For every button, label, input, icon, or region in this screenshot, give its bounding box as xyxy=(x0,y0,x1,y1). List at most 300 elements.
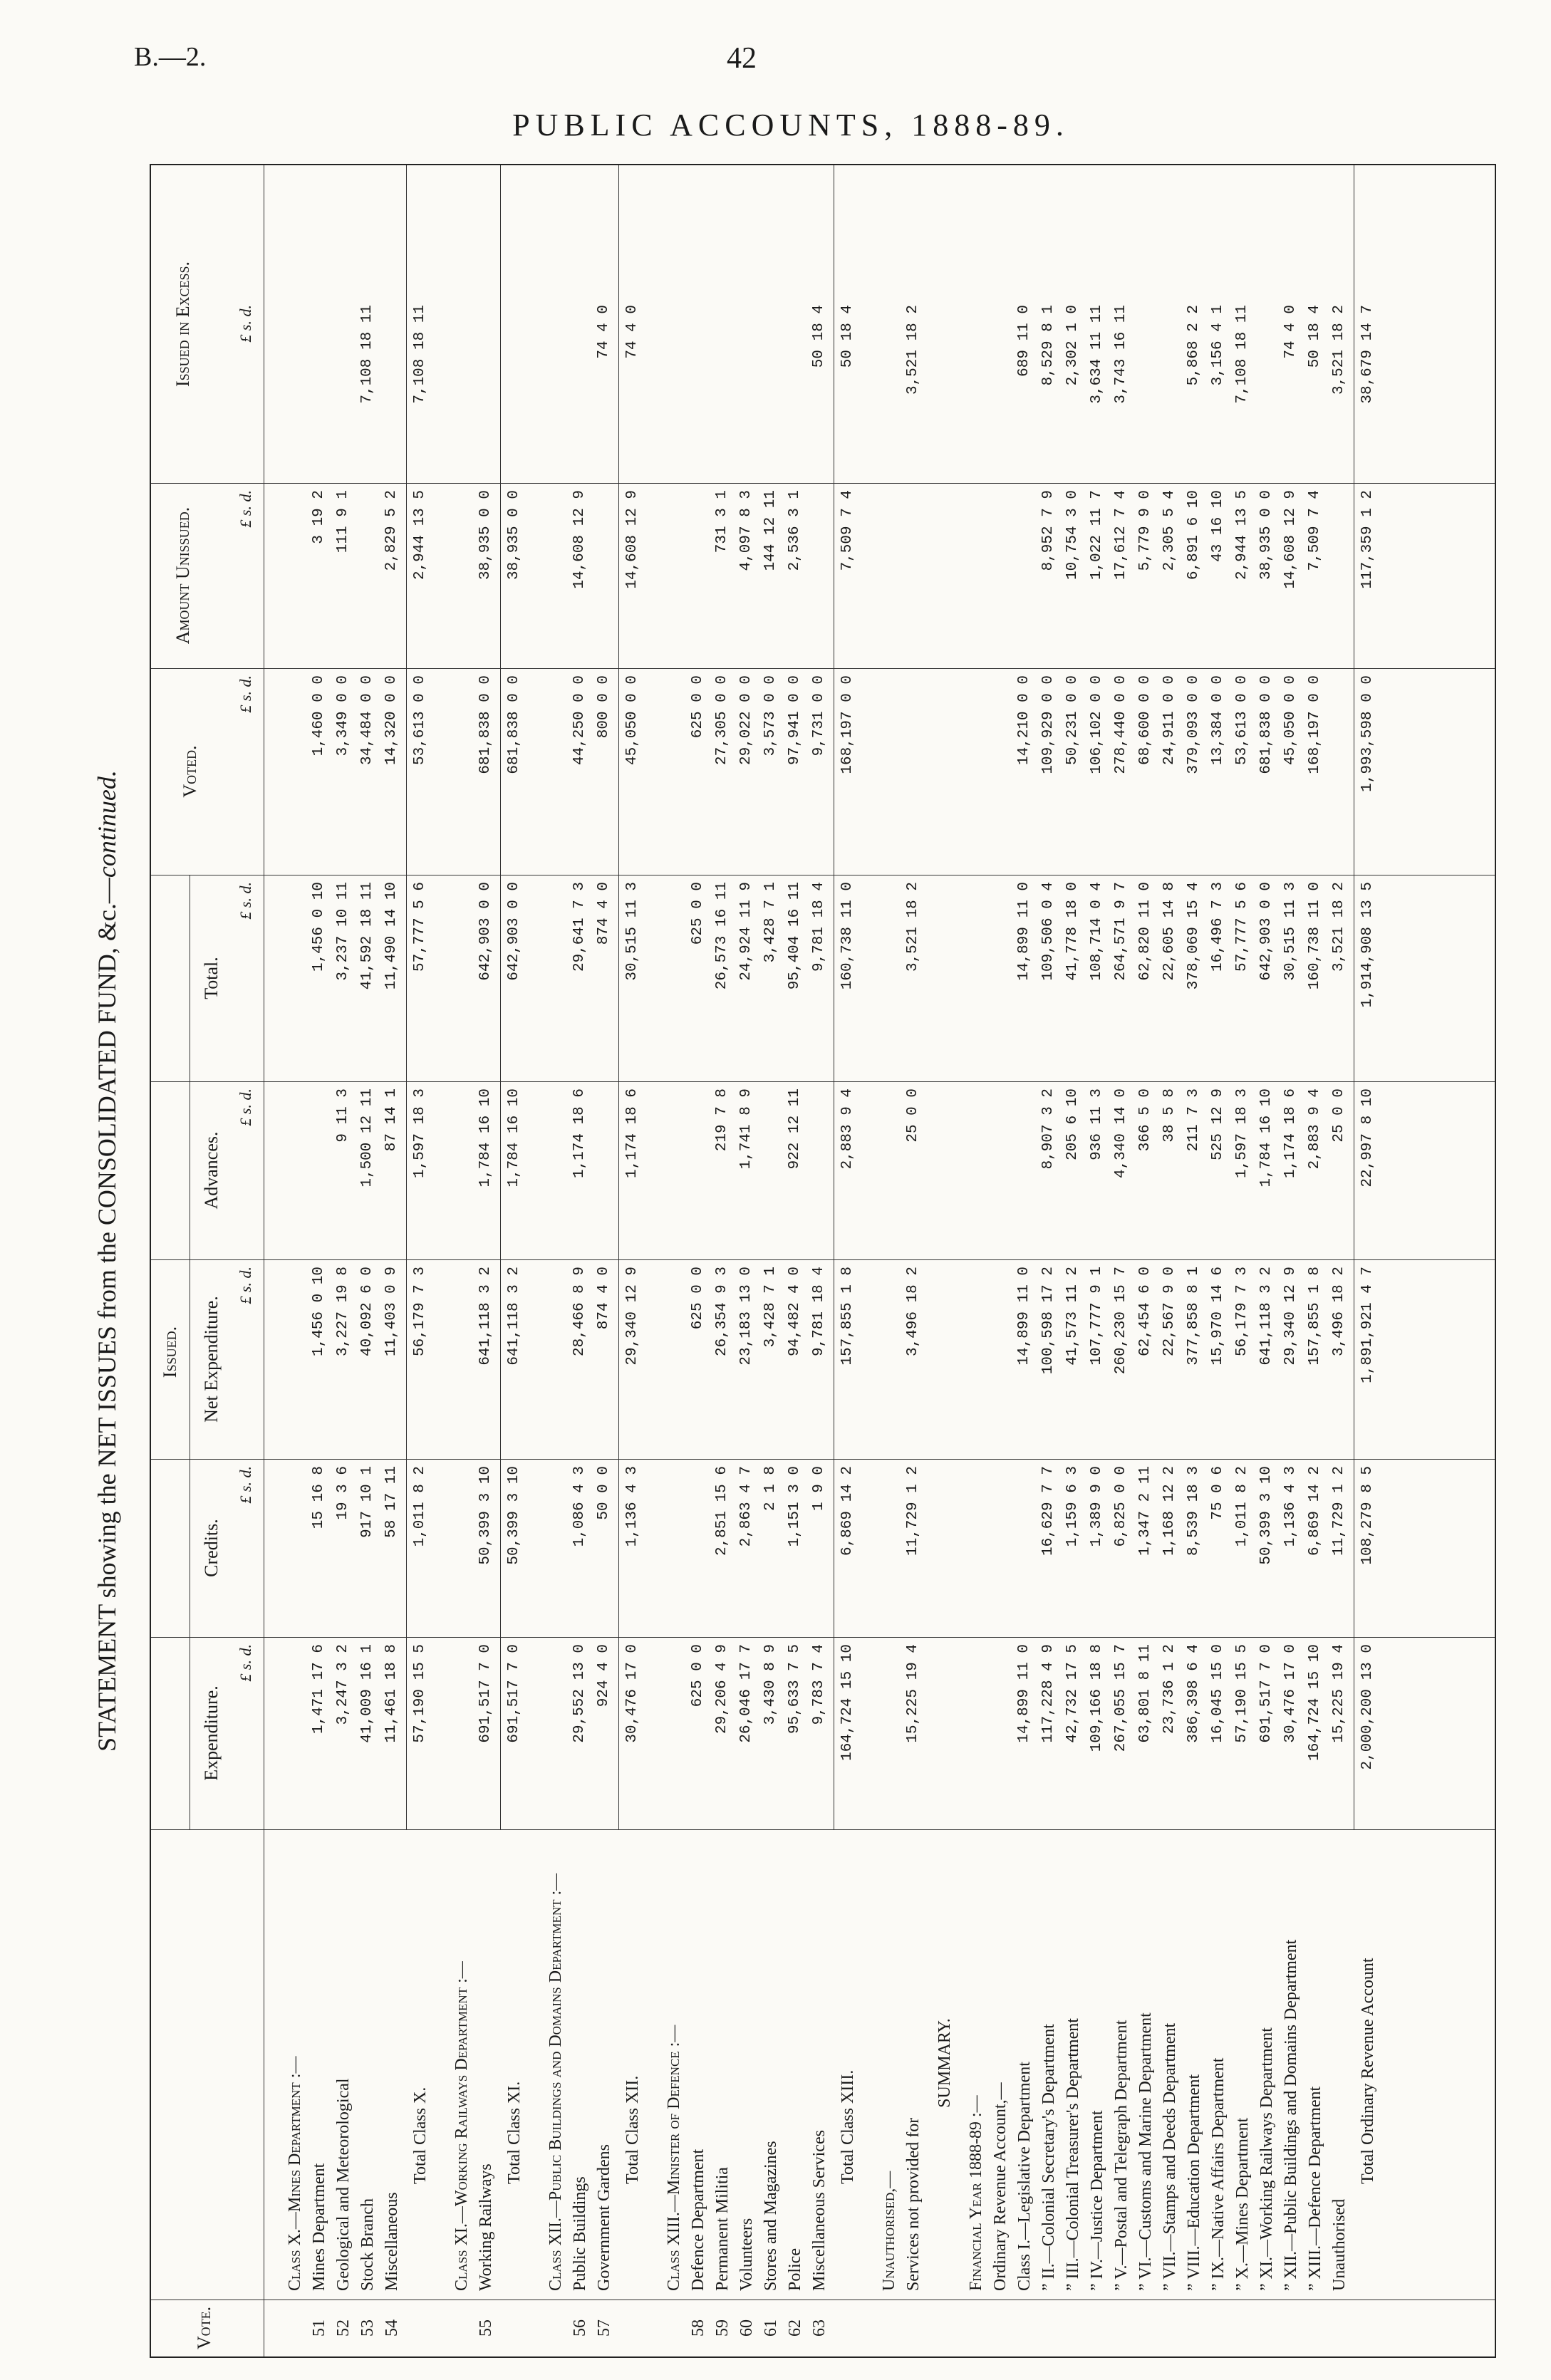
cell-tot: 57,777 5 6 xyxy=(412,882,428,972)
cell-voted: 168,197 0 0 xyxy=(839,675,856,774)
cell-uniss: 38,935 0 0 xyxy=(477,490,494,581)
statement-table xyxy=(150,164,1496,2358)
row-description: Class I.—Legislative Department xyxy=(1015,2062,1034,2291)
row-description: Geological and Meteorological xyxy=(334,2078,353,2291)
cell-voted: 106,102 0 0 xyxy=(1089,675,1105,774)
cell-uniss: 3 19 2 xyxy=(311,490,327,544)
statement-title-continued: continued. xyxy=(93,770,121,878)
cell-exp: 1,471 17 6 xyxy=(311,1644,327,1735)
table-row xyxy=(569,165,591,2356)
cell-net: 625 0 0 xyxy=(690,1267,706,1330)
cell-net: 22,567 9 0 xyxy=(1161,1267,1178,1357)
cell-exc xyxy=(1158,298,1181,483)
cell-adv: 1,597 18 3 xyxy=(1234,1088,1250,1179)
vote-number xyxy=(1134,2300,1157,2356)
cell-exp: 14,899 11 0 xyxy=(1016,1644,1032,1743)
cell-cred: 1 9 0 xyxy=(811,1466,827,1512)
cell-exc xyxy=(711,298,734,483)
cell-exc xyxy=(735,298,758,483)
cell-tot: 62,820 11 0 xyxy=(1137,882,1153,981)
cell-exp: 9,783 7 4 xyxy=(811,1644,827,1725)
row-description: ” VII.—Stamps and Deeds Department xyxy=(1161,2022,1179,2291)
vote-number xyxy=(1110,2300,1133,2356)
cell-adv: 219 7 8 xyxy=(714,1088,730,1152)
vote-number xyxy=(1062,2300,1084,2356)
row-description: Defence Department xyxy=(689,2148,707,2291)
cell-exc xyxy=(380,298,403,483)
row-description: Class XI.—Working Railways Department :— xyxy=(452,1961,471,2291)
cell-cred: 1,011 8 2 xyxy=(1234,1466,1250,1547)
row-description: Services not provided for xyxy=(904,2117,923,2291)
row-description: ” VIII.—Education Department xyxy=(1185,2074,1203,2291)
cell-exc: 38,679 14 7 xyxy=(1359,305,1376,404)
cell-voted: 34,484 0 0 xyxy=(359,675,375,766)
cell-voted: 800 0 0 xyxy=(596,675,612,739)
cell-tot: 874 4 0 xyxy=(596,882,612,945)
cell-exp: 11,461 18 8 xyxy=(383,1644,400,1743)
cell-voted: 45,050 0 0 xyxy=(1282,675,1299,766)
cell-adv: 1,784 16 10 xyxy=(1258,1088,1275,1188)
plain-row xyxy=(989,165,1012,2356)
cell-uniss xyxy=(1328,483,1351,668)
cell-exp: 267,055 15 7 xyxy=(1113,1644,1129,1752)
cell-uniss xyxy=(687,483,710,668)
table-row xyxy=(1134,165,1157,2356)
cell-exp: 30,476 17 0 xyxy=(624,1644,640,1743)
row-description: Miscellaneous xyxy=(383,2192,401,2291)
cell-adv: 25 0 0 xyxy=(905,1088,921,1143)
cell-tot: 95,404 16 11 xyxy=(787,882,803,990)
cell-tot: 264,571 9 7 xyxy=(1113,882,1129,981)
vote-number: 60 xyxy=(737,2319,756,2337)
cell-voted: 3,573 0 0 xyxy=(762,675,779,757)
cell-cred: 11,729 1 2 xyxy=(1331,1466,1347,1557)
cell-uniss: 14,608 12 9 xyxy=(1282,490,1299,589)
total-rule xyxy=(618,165,619,1829)
cell-net: 40,092 6 0 xyxy=(359,1267,375,1357)
table-row xyxy=(1086,165,1109,2356)
row-description: Public Buildings xyxy=(571,2176,589,2291)
cell-cred: 75 0 6 xyxy=(1210,1466,1226,1520)
cell-voted: 97,941 0 0 xyxy=(787,675,803,766)
cell-adv: 22,997 8 10 xyxy=(1359,1088,1376,1188)
vote-number: 56 xyxy=(571,2319,589,2337)
cell-voted: 681,838 0 0 xyxy=(506,675,522,774)
vote-number xyxy=(902,2300,925,2356)
cell-net: 3,428 7 1 xyxy=(762,1267,779,1348)
vote-number: 52 xyxy=(334,2319,353,2337)
cell-tot: 3,521 18 2 xyxy=(1331,882,1347,972)
header-unissued: Amount Unissued. xyxy=(172,506,193,645)
cell-adv: 1,784 16 10 xyxy=(506,1088,522,1188)
cell-voted: 109,929 0 0 xyxy=(1040,675,1057,774)
header-excess: Issued in Excess. xyxy=(172,261,193,388)
cell-exp: 29,552 13 0 xyxy=(571,1644,588,1743)
cell-tot: 16,496 7 3 xyxy=(1210,882,1226,972)
class-row xyxy=(965,165,987,2356)
cell-tot: 29,641 7 3 xyxy=(571,882,588,972)
header-total: Total. xyxy=(201,957,222,999)
report-code: B.—2. xyxy=(134,42,207,72)
cell-exp: 42,732 17 5 xyxy=(1064,1644,1081,1743)
row-description: ” XI.—Working Railways Department xyxy=(1257,2027,1276,2291)
cell-exc: 3,743 16 11 xyxy=(1113,305,1129,404)
cell-voted: 50,231 0 0 xyxy=(1064,675,1081,766)
cell-exp: 2,000,200 13 0 xyxy=(1359,1644,1376,1770)
cell-voted: 24,911 0 0 xyxy=(1161,675,1178,766)
cell-tot: 3,428 7 1 xyxy=(762,882,779,963)
cell-cred: 1,086 4 3 xyxy=(571,1466,588,1547)
cell-voted: 53,613 0 0 xyxy=(412,675,428,766)
vote-number xyxy=(1304,2300,1327,2356)
cell-net: 28,466 8 9 xyxy=(571,1267,588,1357)
row-description: ” V.—Postal and Telegraph Department xyxy=(1112,2020,1131,2291)
cell-exc: 74 4 0 xyxy=(624,305,640,359)
cell-cred: 50,399 3 10 xyxy=(1258,1466,1275,1565)
cell-cred: 1,389 9 0 xyxy=(1089,1466,1105,1547)
cell-exc: 50 18 4 xyxy=(1307,305,1323,368)
cell-tot: 30,515 11 3 xyxy=(624,882,640,981)
cell-exc: 3,521 18 2 xyxy=(905,305,921,395)
cell-uniss: 14,608 12 9 xyxy=(624,490,640,589)
cell-net: 157,855 1 8 xyxy=(839,1267,856,1366)
cell-exp: 23,736 1 2 xyxy=(1161,1644,1178,1735)
cell-exc: 3,156 4 1 xyxy=(1210,305,1226,386)
row-description: Total Class XII. xyxy=(623,2075,642,2184)
header-voted: Voted. xyxy=(180,745,200,798)
cell-adv: 8,907 3 2 xyxy=(1040,1088,1057,1170)
row-description: ” IV.—Justice Department xyxy=(1088,2110,1106,2291)
cell-uniss xyxy=(593,483,616,668)
cell-exc xyxy=(569,298,591,483)
cell-cred: 50,399 3 10 xyxy=(477,1466,494,1565)
cell-exc xyxy=(332,298,355,483)
cell-exc: 689 11 0 xyxy=(1016,305,1032,377)
cell-adv xyxy=(687,1081,710,1259)
cell-voted: 1,993,598 0 0 xyxy=(1359,675,1376,792)
cell-exc xyxy=(474,298,497,483)
cell-exp: 117,228 4 9 xyxy=(1040,1644,1057,1743)
cell-uniss: 2,944 13 5 xyxy=(412,490,428,581)
table-row xyxy=(1255,165,1278,2356)
cell-net: 3,496 18 2 xyxy=(905,1267,921,1357)
row-description: Miscellaneous Services xyxy=(810,2130,829,2291)
class-row xyxy=(284,165,306,2356)
cell-exc: 50 18 4 xyxy=(811,305,827,368)
cell-uniss: 38,935 0 0 xyxy=(506,490,522,581)
units-expenditure: £ s. d. xyxy=(237,1644,254,1682)
vote-number xyxy=(1280,2300,1302,2356)
cell-net: 3,496 18 2 xyxy=(1331,1267,1347,1357)
table-row xyxy=(759,165,782,2356)
cell-uniss: 6,891 6 10 xyxy=(1186,490,1202,581)
cell-exp: 386,398 6 4 xyxy=(1186,1644,1202,1743)
cell-exp: 57,190 15 5 xyxy=(1234,1644,1250,1743)
table-row xyxy=(1207,165,1230,2356)
cell-voted: 44,250 0 0 xyxy=(571,675,588,766)
cell-tot: 26,573 16 11 xyxy=(714,882,730,990)
row-description: ” IX.—Native Affairs Department xyxy=(1209,2057,1228,2291)
vote-number: 59 xyxy=(713,2319,732,2337)
cell-exc: 7,108 18 11 xyxy=(412,305,428,404)
cell-adv: 2,883 9 4 xyxy=(839,1088,856,1170)
cell-voted: 27,305 0 0 xyxy=(714,675,730,766)
cell-adv: 25 0 0 xyxy=(1331,1088,1347,1143)
total-row xyxy=(836,165,859,2356)
cell-tot: 41,592 18 11 xyxy=(359,882,375,990)
header-vote: Vote. xyxy=(194,2306,214,2350)
cell-uniss: 2,305 5 4 xyxy=(1161,490,1178,571)
cell-uniss: 144 12 11 xyxy=(762,490,779,571)
cell-exc xyxy=(687,298,710,483)
row-description: SUMMARY. xyxy=(935,2018,954,2108)
row-description: Working Railways xyxy=(477,2163,495,2291)
cell-exp: 30,476 17 0 xyxy=(1282,1644,1299,1743)
cell-adv xyxy=(808,1081,831,1259)
table-row xyxy=(1280,165,1302,2356)
vote-number: 58 xyxy=(689,2319,707,2337)
total-row xyxy=(621,165,644,2356)
cell-tot: 642,903 0 0 xyxy=(1258,882,1275,981)
cell-exc xyxy=(759,298,782,483)
cell-voted: 681,838 0 0 xyxy=(477,675,494,774)
cell-uniss xyxy=(808,483,831,668)
cell-tot: 11,490 14 10 xyxy=(383,882,400,990)
cell-net: 874 4 0 xyxy=(596,1267,612,1330)
cell-adv: 366 5 0 xyxy=(1137,1088,1153,1152)
table-row xyxy=(474,165,497,2356)
header-issued: Issued. xyxy=(160,1326,180,1378)
cell-adv: 1,174 18 6 xyxy=(571,1088,588,1179)
cell-uniss xyxy=(356,483,379,668)
header-advances: Advances. xyxy=(201,1131,222,1210)
cell-net: 56,179 7 3 xyxy=(412,1267,428,1357)
cell-cred: 1,159 6 3 xyxy=(1064,1466,1081,1547)
cell-net: 26,354 9 3 xyxy=(714,1267,730,1357)
row-description: Permanent Militia xyxy=(713,2167,732,2291)
grand-row xyxy=(1357,165,1379,2356)
table-row xyxy=(711,165,734,2356)
table-row xyxy=(380,165,403,2356)
cell-cred: 50 0 0 xyxy=(596,1466,612,1520)
row-description: Class X.—Mines Department :— xyxy=(286,2056,304,2291)
row-description: Class XIII.—Minister of Defence :— xyxy=(665,2025,683,2291)
cell-voted: 379,093 0 0 xyxy=(1186,675,1202,774)
cell-uniss: 5,779 9 0 xyxy=(1137,490,1153,571)
vote-number xyxy=(1207,2300,1230,2356)
table-row xyxy=(593,165,616,2356)
cell-net: 41,573 11 2 xyxy=(1064,1267,1081,1366)
table-row xyxy=(1110,165,1133,2356)
cell-exc: 7,108 18 11 xyxy=(359,305,375,404)
cell-voted: 14,210 0 0 xyxy=(1016,675,1032,766)
page-number: 42 xyxy=(727,42,757,75)
row-description: Total Ordinary Revenue Account xyxy=(1359,1958,1377,2184)
cell-cred: 2,851 15 6 xyxy=(714,1466,730,1557)
cell-tot: 9,781 18 4 xyxy=(811,882,827,972)
cell-exp: 16,045 15 0 xyxy=(1210,1644,1226,1743)
cell-exc: 74 4 0 xyxy=(596,305,612,359)
vote-number: 63 xyxy=(810,2319,829,2337)
cell-voted xyxy=(1328,668,1351,875)
cell-adv xyxy=(593,1081,616,1259)
cell-adv xyxy=(759,1081,782,1259)
cell-uniss: 117,359 1 2 xyxy=(1359,490,1376,589)
cell-voted: 9,731 0 0 xyxy=(811,675,827,757)
cell-net: 29,340 12 9 xyxy=(624,1267,640,1366)
cell-tot: 625 0 0 xyxy=(690,882,706,945)
cell-tot: 30,515 11 3 xyxy=(1282,882,1299,981)
row-description: Volunteers xyxy=(737,2218,756,2291)
row-description: ” XIII.—Defence Department xyxy=(1306,2086,1324,2291)
vote-number xyxy=(1086,2300,1109,2356)
cell-tot: 160,738 11 0 xyxy=(1307,882,1323,990)
table-row xyxy=(902,165,925,2356)
cell-net: 14,899 11 0 xyxy=(1016,1267,1032,1366)
cell-cred: 50,399 3 10 xyxy=(506,1466,522,1565)
table-row xyxy=(1037,165,1060,2356)
cell-exc: 8,529 8 1 xyxy=(1040,305,1057,386)
cell-tot: 41,778 18 0 xyxy=(1064,882,1081,981)
units-net: £ s. d. xyxy=(237,1267,254,1304)
table-row xyxy=(1158,165,1181,2356)
cell-adv: 1,174 18 6 xyxy=(624,1088,640,1179)
statement-title-text: STATEMENT showing the NET ISSUES from the CONSOLIDATED FUND, &c.— xyxy=(93,878,121,1752)
cell-voted: 53,613 0 0 xyxy=(1234,675,1250,766)
units-credits: £ s. d. xyxy=(237,1466,254,1504)
cell-exc: 3,521 18 2 xyxy=(1331,305,1347,395)
cell-adv: 211 7 3 xyxy=(1186,1088,1202,1152)
units-excess: £ s. d. xyxy=(237,305,254,343)
cell-cred: 1,136 4 3 xyxy=(1282,1466,1299,1547)
cell-cred: 1,011 8 2 xyxy=(412,1466,428,1547)
cell-cred xyxy=(1013,1459,1036,1637)
cell-uniss: 7,509 7 4 xyxy=(839,490,856,571)
cell-exp: 3,430 8 9 xyxy=(762,1644,779,1725)
cell-tot: 109,506 0 4 xyxy=(1040,882,1057,981)
table-row xyxy=(1231,165,1254,2356)
cell-adv: 1,784 16 10 xyxy=(477,1088,494,1188)
cell-cred: 108,279 8 5 xyxy=(1359,1466,1376,1565)
cell-uniss xyxy=(902,483,925,668)
cell-exc xyxy=(1134,298,1157,483)
cell-net: 11,403 0 9 xyxy=(383,1267,400,1357)
cell-uniss: 17,612 7 4 xyxy=(1113,490,1129,581)
cell-cred: 1,151 3 0 xyxy=(787,1466,803,1547)
vote-number xyxy=(1328,2300,1351,2356)
cell-adv xyxy=(1013,1081,1036,1259)
cell-tot: 1,914,908 13 5 xyxy=(1359,882,1376,1008)
cell-uniss: 111 9 1 xyxy=(335,490,351,554)
cell-exc xyxy=(308,298,331,483)
cell-uniss: 14,608 12 9 xyxy=(571,490,588,589)
cell-tot: 3,237 10 11 xyxy=(335,882,351,981)
cell-adv: 525 12 9 xyxy=(1210,1088,1226,1160)
cell-net: 56,179 7 3 xyxy=(1234,1267,1250,1357)
cell-voted: 45,050 0 0 xyxy=(624,675,640,766)
header-net: Net Expenditure. xyxy=(201,1296,222,1423)
cell-exc xyxy=(784,298,806,483)
vote-number xyxy=(1013,2300,1036,2356)
row-description: Government Gardens xyxy=(595,2144,613,2291)
cell-tot: 108,714 0 4 xyxy=(1089,882,1105,981)
cell-adv: 38 5 8 xyxy=(1161,1088,1178,1143)
row-description: Ordinary Revenue Account,— xyxy=(991,2082,1010,2291)
heading-row xyxy=(933,165,956,2356)
cell-adv: 936 11 3 xyxy=(1089,1088,1105,1160)
cell-uniss: 7,509 7 4 xyxy=(1307,490,1323,571)
cell-exp: 625 0 0 xyxy=(690,1644,706,1708)
cell-exp: 109,166 18 8 xyxy=(1089,1644,1105,1752)
units-advances: £ s. d. xyxy=(237,1088,254,1126)
cell-adv: 87 14 1 xyxy=(383,1088,400,1152)
cell-tot: 57,777 5 6 xyxy=(1234,882,1250,972)
cell-exp: 691,517 7 0 xyxy=(477,1644,494,1743)
units-voted: £ s. d. xyxy=(237,675,254,713)
cell-exp: 164,724 15 10 xyxy=(1307,1644,1323,1761)
cell-net: 23,183 13 0 xyxy=(738,1267,754,1366)
cell-tot: 1,456 0 10 xyxy=(311,882,327,972)
row-description: Total Class XIII. xyxy=(839,2069,857,2184)
cell-net: 1,891,921 4 7 xyxy=(1359,1267,1376,1383)
cell-cred: 1,136 4 3 xyxy=(624,1466,640,1547)
row-description: ” II.—Colonial Secretary's Department xyxy=(1039,2024,1058,2291)
cell-net: 641,118 3 2 xyxy=(506,1267,522,1366)
cell-adv: 922 12 11 xyxy=(787,1088,803,1170)
cell-uniss: 2,829 5 2 xyxy=(383,490,400,571)
vote-number xyxy=(1183,2300,1205,2356)
table-row xyxy=(687,165,710,2356)
cell-tot: 3,521 18 2 xyxy=(905,882,921,972)
cell-cred: 2,863 4 7 xyxy=(738,1466,754,1547)
row-description: Total Class XI. xyxy=(505,2081,524,2184)
cell-net: 100,598 17 2 xyxy=(1040,1267,1057,1375)
cell-tot: 378,069 15 4 xyxy=(1186,882,1202,990)
cell-tot: 642,903 0 0 xyxy=(477,882,494,981)
table-row xyxy=(332,165,355,2356)
total-row xyxy=(503,165,526,2356)
cell-exc: 7,108 18 11 xyxy=(1234,305,1250,404)
cell-adv: 1,174 18 6 xyxy=(1282,1088,1299,1179)
cell-exp: 26,046 17 7 xyxy=(738,1644,754,1743)
cell-uniss: 4,097 8 3 xyxy=(738,490,754,571)
cell-uniss: 10,754 3 0 xyxy=(1064,490,1081,581)
cell-adv: 2,883 9 4 xyxy=(1307,1088,1323,1170)
header-expenditure: Expenditure. xyxy=(201,1685,222,1781)
table-row xyxy=(1183,165,1205,2356)
cell-exc: 2,302 1 0 xyxy=(1064,305,1081,386)
units-unissued: £ s. d. xyxy=(237,490,254,528)
cell-exp: 924 4 0 xyxy=(596,1644,612,1708)
table-row xyxy=(1062,165,1084,2356)
row-description: ” VI.—Customs and Marine Department xyxy=(1136,2012,1155,2291)
table-row xyxy=(308,165,331,2356)
cell-exc: 50 18 4 xyxy=(839,305,856,368)
row-description: Total Class X. xyxy=(411,2087,430,2184)
class-row xyxy=(663,165,685,2356)
row-description: Unauthorised xyxy=(1330,2198,1349,2291)
row-description: ” XII.—Public Buildings and Domains Department xyxy=(1282,1939,1300,2291)
total-rule xyxy=(500,165,501,1829)
cell-voted: 625 0 0 xyxy=(690,675,706,739)
rotated-statement xyxy=(85,164,1503,2358)
cell-cred: 1,168 12 2 xyxy=(1161,1466,1178,1557)
cell-adv: 9 11 3 xyxy=(335,1088,351,1143)
cell-exp: 15,225 19 4 xyxy=(905,1644,921,1743)
class-row xyxy=(878,165,901,2356)
cell-uniss: 8,952 7 9 xyxy=(1040,490,1057,571)
header-credits: Credits. xyxy=(201,1519,222,1577)
